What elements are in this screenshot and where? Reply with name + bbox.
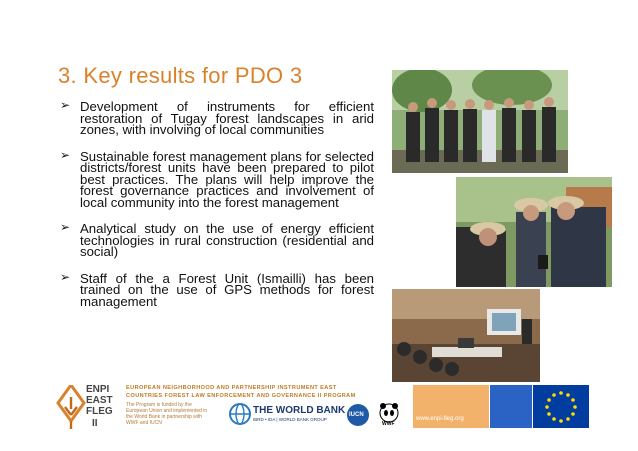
arrow-bullet-icon: ➢ [60, 269, 71, 284]
world-bank-name: THE WORLD BANK [253, 405, 346, 416]
arrow-bullet-icon: ➢ [60, 98, 71, 112]
eu-stars-icon [533, 385, 589, 428]
arrow-bullet-icon: ➢ [60, 220, 71, 234]
program-title-line: EUROPEAN NEIGHBORHOOD AND PARTNERSHIP INSTRUMENT EAST [126, 385, 337, 391]
program-title-line: COUNTRIES FOREST LAW ENFORCEMENT AND GOVERNANCE II PROGRAM [126, 393, 356, 399]
bullet-item [60, 98, 374, 137]
program-title [126, 384, 411, 400]
wwf-label: WWF [382, 421, 395, 427]
iucn-label: IUCN [349, 412, 364, 418]
website-link[interactable]: www.enpi-fleg.org [416, 416, 464, 422]
eu-flag [533, 385, 589, 428]
training-room-photo [392, 289, 540, 382]
bullet-list [60, 98, 374, 322]
funding-line: the World Bank in partnership with [126, 414, 203, 420]
bullet-text: Development of instruments for efficient restoration of Tugay forest landscapes in arid zones, with involving of local communities [80, 99, 374, 137]
bullet-text: Staff of the a Forest Unit (Ismailli) has been trained on the use of GPS methods for forest management [80, 270, 374, 309]
logo-text-ii: II [92, 418, 98, 429]
blue-panel [490, 385, 532, 428]
bullet-text: Analytical study on the use of energy efficient technologies in rural construction (residential and social) [80, 221, 374, 259]
bullet-item [60, 220, 374, 259]
funding-note [126, 402, 224, 426]
funding-line: The Program is funded by the [126, 402, 192, 408]
website-box [413, 385, 489, 428]
slide-title: 3. Key results for PDO 3 [58, 63, 303, 88]
logo-text-fleg: FLEG [86, 406, 113, 417]
bullet-item [60, 147, 374, 210]
funding-line: WWF and IUCN [126, 420, 162, 426]
world-bank-globe-icon [229, 402, 251, 426]
gps-field-photo [456, 177, 612, 287]
bullet-item [60, 269, 374, 309]
logo-text-enpi: ENPI [86, 384, 110, 395]
enpi-fleg-logo [56, 383, 118, 431]
group-photo [392, 70, 568, 173]
bullet-text: Sustainable forest management plans for selected districts/forest units have been prepared to pilot best practices. The plans will help improve the forest governance practices and involvement of local community into the forest management [80, 148, 374, 210]
funding-line: European Union and implemented in [126, 408, 208, 414]
world-bank-subtitle: IBRD • IDA | WORLD BANK GROUP [253, 417, 327, 422]
logo-text-east: EAST [86, 395, 113, 406]
arrow-bullet-icon: ➢ [60, 147, 71, 162]
